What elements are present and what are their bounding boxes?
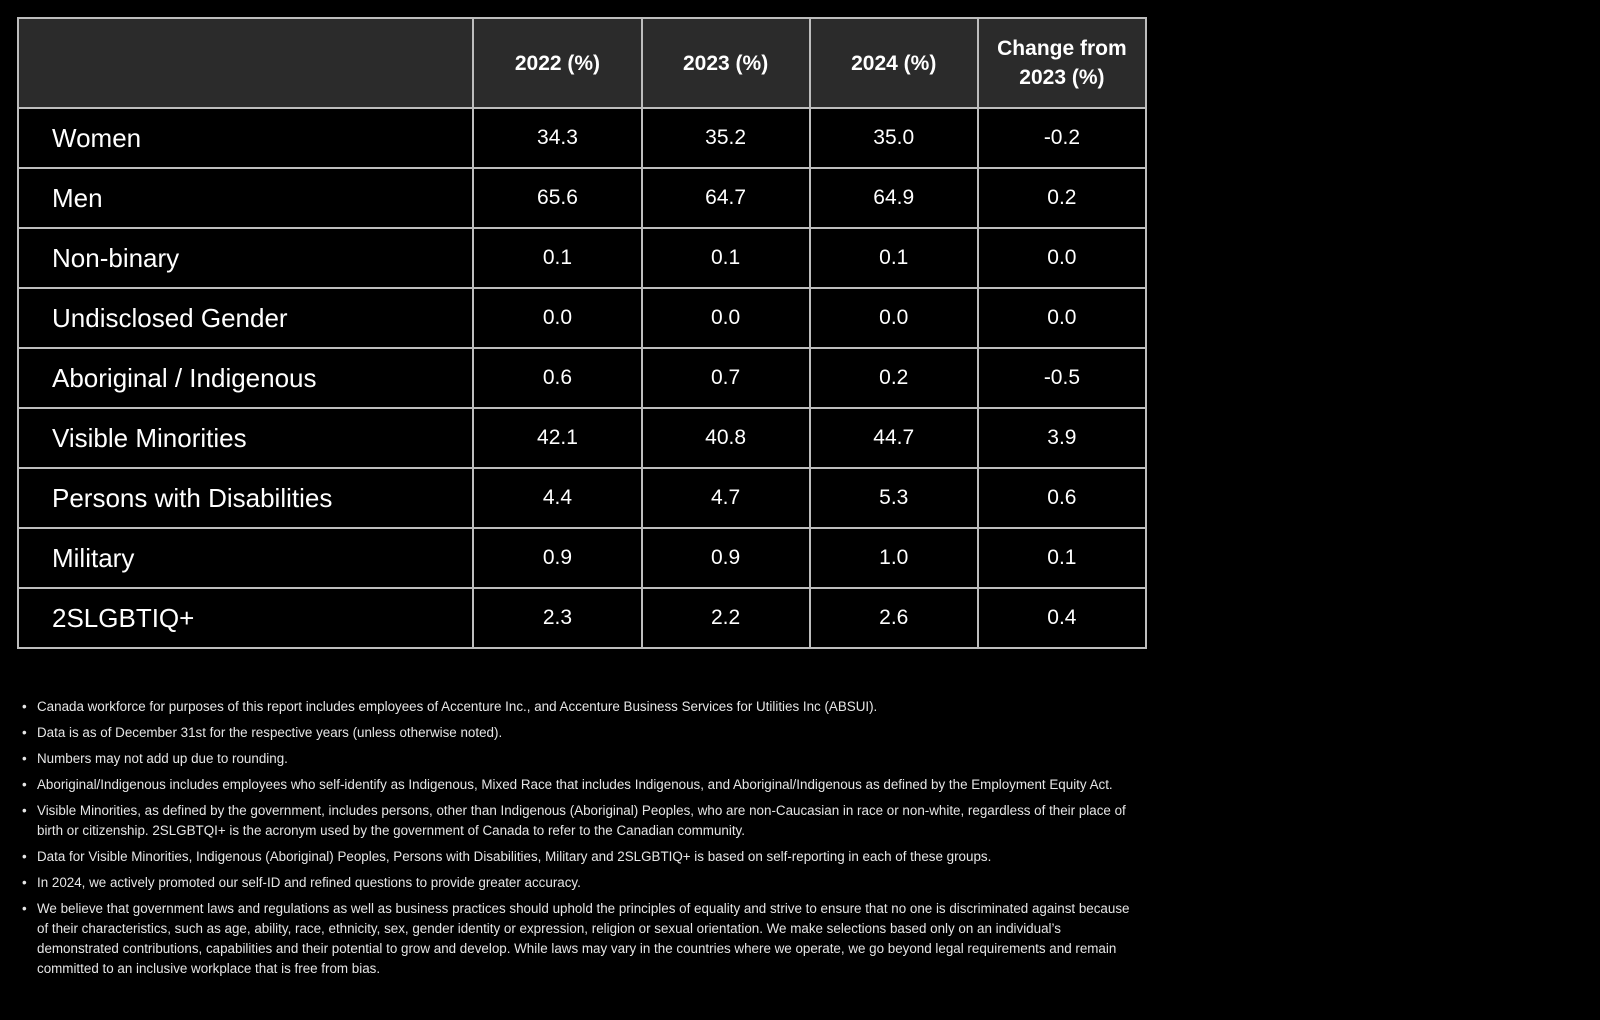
- table-row: [18, 108, 1146, 168]
- value-2024: 5.3: [810, 468, 978, 528]
- value-change: -0.2: [978, 108, 1146, 168]
- row-label: Non-binary: [18, 228, 473, 288]
- value-change: 0.4: [978, 588, 1146, 648]
- table-row: [18, 588, 1146, 648]
- footnote-item: [22, 697, 1142, 717]
- value-2024: 1.0: [810, 528, 978, 588]
- value-2022: 2.3: [473, 588, 641, 648]
- table-row: [18, 468, 1146, 528]
- table-row: [18, 288, 1146, 348]
- footnotes-list: [22, 697, 1142, 985]
- row-label: Visible Minorities: [18, 408, 473, 468]
- value-2024: 2.6: [810, 588, 978, 648]
- workforce-diversity-table-container: [17, 17, 1147, 649]
- footnote-item: [22, 873, 1142, 893]
- value-2024: 35.0: [810, 108, 978, 168]
- footnote-text: Aboriginal/Indigenous includes employees who self-identify as Indigenous, Mixed Race that includes Indigenous, and Aboriginal/Indigenous as defined by the Employment Equity Act.: [37, 777, 1113, 792]
- bullet-icon: •: [22, 751, 27, 766]
- table-body: [18, 108, 1146, 648]
- value-2024: 0.0: [810, 288, 978, 348]
- table-row: [18, 528, 1146, 588]
- header-change-line-2: 2023 (%): [1019, 66, 1105, 89]
- bullet-icon: •: [22, 803, 27, 818]
- header-cell-change: [978, 18, 1146, 108]
- row-label: Women: [18, 108, 473, 168]
- footnote-item: [22, 749, 1142, 769]
- row-label: Men: [18, 168, 473, 228]
- value-2022: 65.6: [473, 168, 641, 228]
- footnote-text: In 2024, we actively promoted our self-ID and refined questions to provide greater accuracy.: [37, 875, 581, 890]
- value-2023: 0.9: [642, 528, 810, 588]
- value-2022: 0.6: [473, 348, 641, 408]
- value-change: 3.9: [978, 408, 1146, 468]
- value-change: 0.2: [978, 168, 1146, 228]
- bullet-icon: •: [22, 699, 27, 714]
- footnote-item: [22, 775, 1142, 795]
- row-label: 2SLGBTIQ+: [18, 588, 473, 648]
- footnote-text: Data for Visible Minorities, Indigenous (Aboriginal) Peoples, Persons with Disabilities, Military and 2SLGBTIQ+ is based on self-reporting in each of these groups.: [37, 849, 992, 864]
- footnote-text: Canada workforce for purposes of this report includes employees of Accenture Inc., and Accenture Business Services for Utilities Inc (ABSUI).: [37, 699, 878, 714]
- footnote-item: [22, 899, 1142, 979]
- table-row: [18, 168, 1146, 228]
- workforce-diversity-table: [17, 17, 1147, 649]
- footnote-item: [22, 801, 1142, 841]
- bullet-icon: •: [22, 901, 27, 916]
- header-cell-category: [18, 18, 473, 108]
- value-2022: 34.3: [473, 108, 641, 168]
- table-header: [18, 18, 1146, 108]
- row-label: Undisclosed Gender: [18, 288, 473, 348]
- value-2023: 0.1: [642, 228, 810, 288]
- value-2022: 0.1: [473, 228, 641, 288]
- table-header-row: [18, 18, 1146, 108]
- value-2023: 0.0: [642, 288, 810, 348]
- value-2023: 0.7: [642, 348, 810, 408]
- bullet-icon: •: [22, 777, 27, 792]
- value-2024: 0.1: [810, 228, 978, 288]
- footnote-text: Visible Minorities, as defined by the government, includes persons, other than Indigenous (Aboriginal) Peoples, who are non-Caucasian in race or non-white, regardless of their place of birth or citizenship. 2SLGBTQI+ is the acronym used by the government of Canada to refer to the Canadian community.: [37, 803, 1126, 838]
- table-row: [18, 228, 1146, 288]
- footnote-text: We believe that government laws and regulations as well as business practices should uphold the principles of equality and strive to ensure that no one is discriminated against because of their characteristics, such as age, ability, race, ethnicity, sex, gender identity or expression, religion or sexual orientation. We make selections based only on an individual’s demonstrated contributions, capabilities and their potential to grow and develop. While laws may vary in the countries where we operate, we go beyond legal requirements and remain committed to an inclusive workplace that is free from bias.: [37, 901, 1130, 976]
- bullet-icon: •: [22, 875, 27, 890]
- header-cell-2022: 2022 (%): [473, 18, 641, 108]
- value-change: 0.0: [978, 288, 1146, 348]
- footnote-item: [22, 723, 1142, 743]
- value-2022: 0.0: [473, 288, 641, 348]
- table-row: [18, 348, 1146, 408]
- value-2022: 0.9: [473, 528, 641, 588]
- row-label: Aboriginal / Indigenous: [18, 348, 473, 408]
- value-change: 0.6: [978, 468, 1146, 528]
- header-cell-2023: 2023 (%): [642, 18, 810, 108]
- footnote-text: Data is as of December 31st for the respective years (unless otherwise noted).: [37, 725, 503, 740]
- value-2024: 64.9: [810, 168, 978, 228]
- value-2023: 35.2: [642, 108, 810, 168]
- value-2024: 44.7: [810, 408, 978, 468]
- value-2024: 0.2: [810, 348, 978, 408]
- value-2022: 4.4: [473, 468, 641, 528]
- value-2023: 2.2: [642, 588, 810, 648]
- footnote-text: Numbers may not add up due to rounding.: [37, 751, 288, 766]
- footnote-item: [22, 847, 1142, 867]
- row-label: Persons with Disabilities: [18, 468, 473, 528]
- bullet-icon: •: [22, 725, 27, 740]
- header-cell-2024: 2024 (%): [810, 18, 978, 108]
- row-label: Military: [18, 528, 473, 588]
- value-change: 0.0: [978, 228, 1146, 288]
- value-2022: 42.1: [473, 408, 641, 468]
- value-2023: 40.8: [642, 408, 810, 468]
- value-2023: 4.7: [642, 468, 810, 528]
- bullet-icon: •: [22, 849, 27, 864]
- value-2023: 64.7: [642, 168, 810, 228]
- value-change: -0.5: [978, 348, 1146, 408]
- value-change: 0.1: [978, 528, 1146, 588]
- header-change-line-1: Change from: [997, 37, 1127, 60]
- table-row: [18, 408, 1146, 468]
